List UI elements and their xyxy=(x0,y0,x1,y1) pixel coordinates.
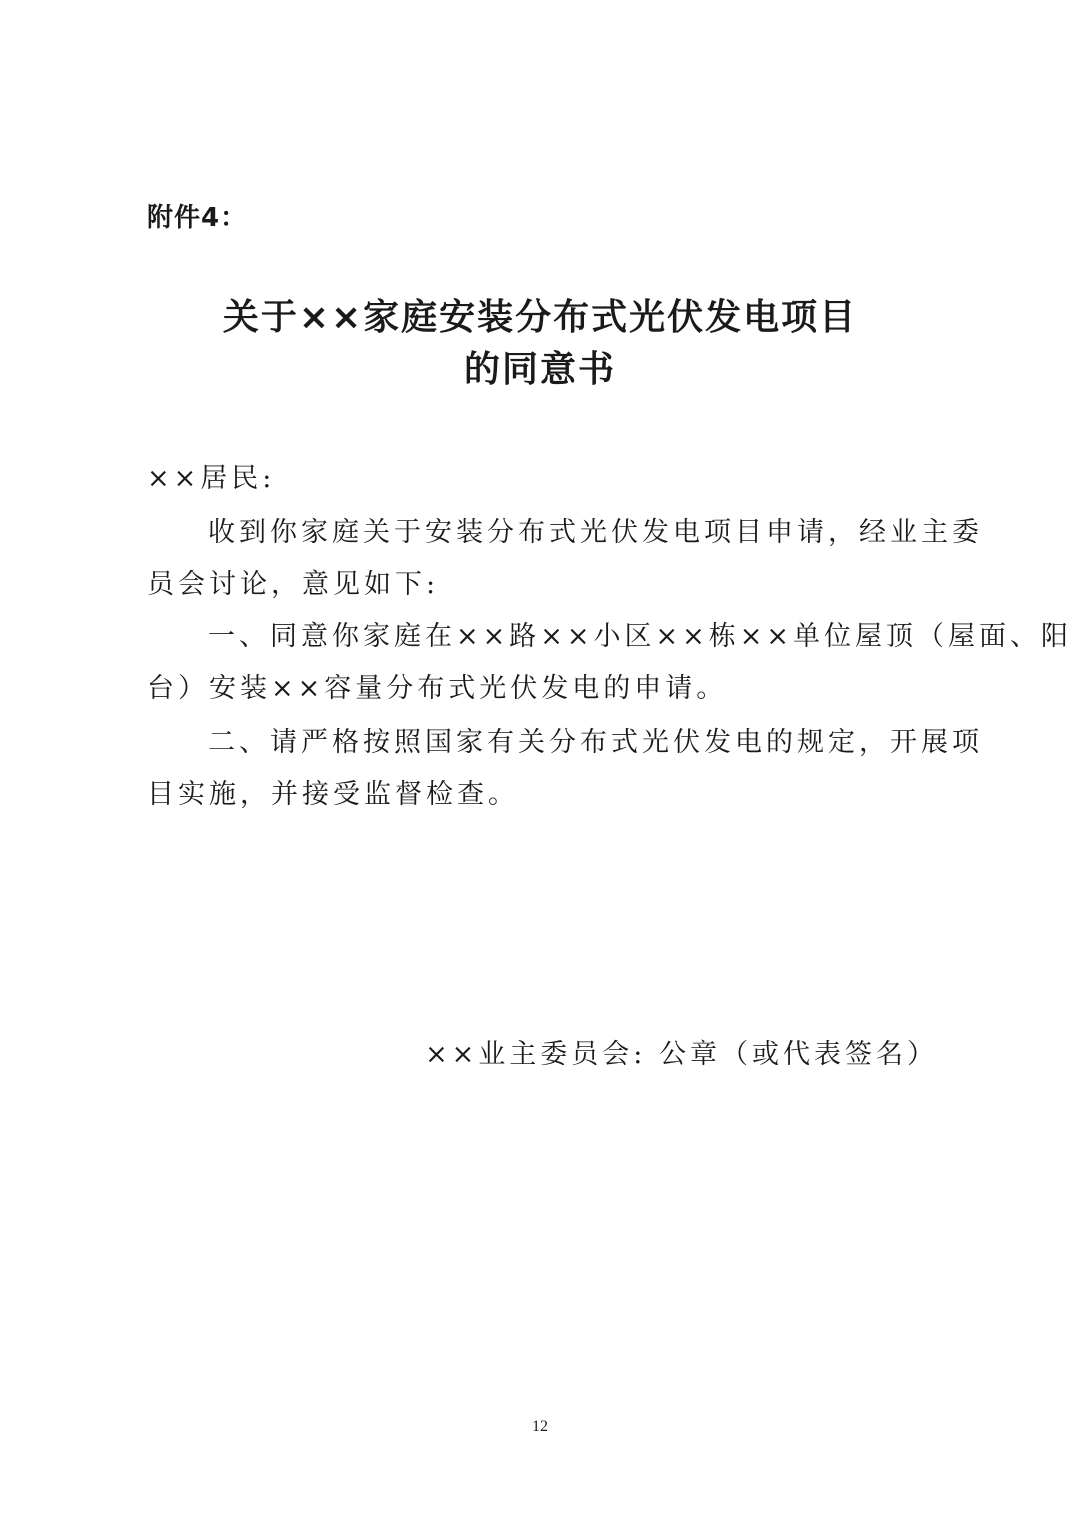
paragraph-3-line-1: 二、请严格按照国家有关分布式光伏发电的规定，开展项 xyxy=(208,727,983,758)
paragraph-3-line-2: 目实施，并接受监督检查。 xyxy=(147,779,519,810)
paragraph-2-line-1: 一、同意你家庭在××路××小区××栋××单位屋顶（屋面、阳 xyxy=(208,621,1072,652)
page-number: 12 xyxy=(532,1418,548,1435)
salutation: ××居民: xyxy=(147,463,276,494)
paragraph-2-line-2: 台）安装××容量分布式光伏发电的申请。 xyxy=(147,673,728,704)
attachment-label: 附件4： xyxy=(147,203,248,233)
paragraph-1-line-2: 员会讨论，意见如下: xyxy=(147,569,440,600)
signature-line: ××业主委员会: 公章（或代表签名） xyxy=(425,1039,938,1070)
document-title-line1: 关于××家庭安装分布式光伏发电项目 xyxy=(222,297,858,338)
document-title-line2: 的同意书 xyxy=(463,349,616,390)
paragraph-1-line-1: 收到你家庭关于安装分布式光伏发电项目申请，经业主委 xyxy=(208,517,983,548)
